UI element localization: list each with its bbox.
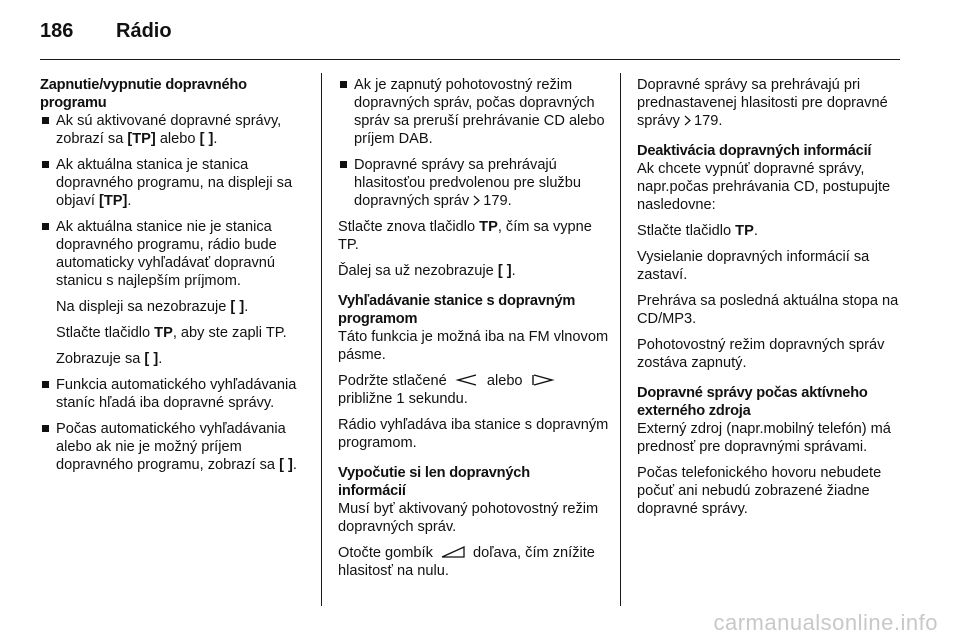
paragraph: Stlačte tlačidlo TP.: [637, 223, 758, 239]
section-heading-traffic-search: Vyhľadávanie stanice s dopravným programom: [338, 293, 576, 327]
column-1: [40, 76, 312, 482]
column-2: [338, 76, 610, 588]
page-reference-icon: [684, 115, 692, 126]
paragraph: Ďalej sa už nezobrazuje [ ].: [338, 263, 516, 279]
list-item: Ak je zapnutý pohotovostný režim dopravných správ, počas dopravných správ sa preruší prehrávanie CD alebo príjem DAB.: [338, 76, 610, 148]
paragraph: Vysielanie dopravných informácií sa zastaví.: [637, 249, 870, 283]
page-reference-icon: [473, 195, 481, 206]
paragraph: Dopravné správy sa prehrávajú pri prednastavenej hlasitosti pre dopravné správy 179.: [637, 77, 888, 129]
seek-forward-icon: [530, 374, 556, 386]
paragraph: Stlačte znova tlačidlo TP, čím sa vypne TP.: [338, 219, 592, 253]
page-title: Rádio: [116, 20, 172, 42]
paragraph: Pohotovostný režim dopravných správ zostáva zapnutý.: [637, 337, 885, 371]
list-item: Ak aktuálna stanice nie je stanica dopravného programu, rádio bude automaticky vyhľadávať dopravnú stanicu s najlepším príjmom. Na displeji sa nezobrazuje [ ]. Stlačte tlačidlo TP, aby ste zapli TP. Zobrazuje sa [ ].: [40, 218, 312, 368]
sub-paragraph: Zobrazuje sa [ ].: [56, 351, 163, 367]
paragraph: Externý zdroj (napr.mobilný telefón) má prednosť pre dopravnými správami.: [637, 421, 891, 455]
paragraph: Musí byť aktivovaný pohotovostný režim dopravných správ.: [338, 501, 599, 535]
section-heading-external-source: Dopravné správy počas aktívneho externého zdroja: [637, 385, 868, 419]
paragraph: Táto funkcia je možná iba na FM vlnovom pásme.: [338, 329, 609, 363]
page-number: 186: [40, 20, 74, 42]
list-item: Ak aktuálna stanica je stanica dopravného programu, na displeji sa objaví [TP].: [40, 156, 312, 210]
list-item: Počas automatického vyhľadávania alebo ak nie je možný príjem dopravného programu, zobrazí sa [ ].: [40, 420, 312, 474]
paragraph: Rádio vyhľadáva iba stanice s dopravným programom.: [338, 417, 609, 451]
paragraph: Počas telefonického hovoru nebudete počuť ani nebudú zobrazené žiadne dopravné správy.: [637, 465, 882, 517]
volume-knob-icon: [440, 546, 466, 558]
sub-paragraph: Na displeji sa nezobrazuje [ ].: [56, 299, 249, 315]
list-item: Funkcia automatického vyhľadávania staníc hľadá iba dopravné správy.: [40, 376, 312, 412]
paragraph: Podržte stlačené alebo približne 1 sekundu.: [338, 372, 610, 408]
watermark: carmanualsonline.info: [713, 610, 938, 635]
sub-paragraph: Stlačte tlačidlo TP, aby ste zapli TP.: [56, 325, 287, 341]
paragraph: Prehráva sa posledná aktuálna stopa na CD/MP3.: [637, 293, 899, 327]
header-divider: [40, 59, 900, 60]
column-divider-2: [620, 73, 621, 606]
list-item: Ak sú aktivované dopravné správy, zobrazí sa [TP] alebo [ ].: [40, 112, 312, 148]
paragraph: Ak chcete vypnúť dopravné správy, napr.počas prehrávania CD, postupujte nasledovne:: [637, 161, 891, 213]
column-divider-1: [321, 73, 322, 606]
column-3: [637, 76, 907, 526]
section-heading-deactivate: Deaktivácia dopravných informácií: [637, 143, 872, 159]
paragraph: Otočte gombík doľava, čím znížite hlasitosť na nulu.: [338, 545, 595, 579]
section-heading-traffic-toggle: Zapnutie/vypnutie dopravného programu: [40, 77, 247, 111]
seek-back-icon: [454, 374, 480, 386]
section-heading-traffic-only: Vypočutie si len dopravných informácií: [338, 465, 530, 499]
list-item: Dopravné správy sa prehrávajú hlasitosťou predvolenou pre službu dopravných správ 179.: [338, 156, 610, 210]
